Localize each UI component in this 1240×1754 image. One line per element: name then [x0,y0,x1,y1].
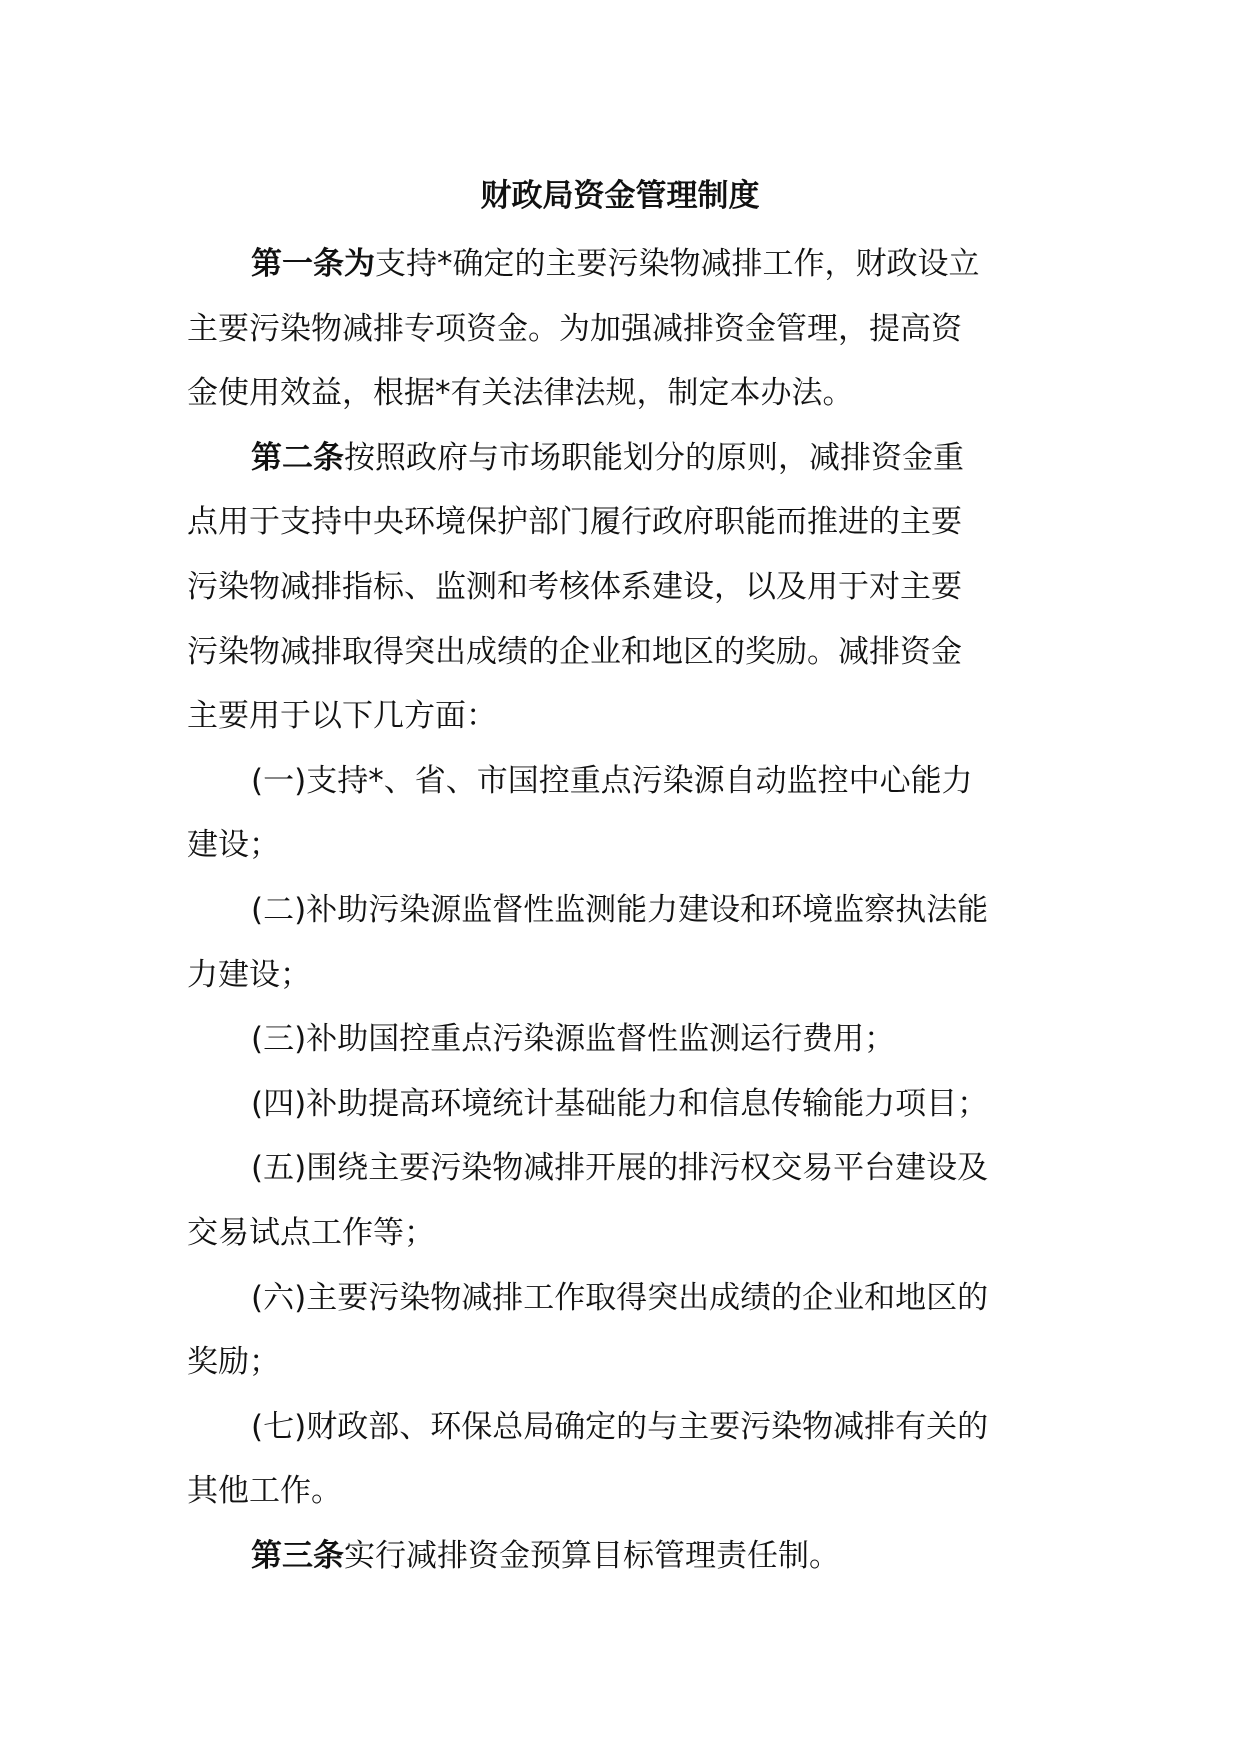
text-line: (六)主要污染物减排工作取得突出成绩的企业和地区的 [251,1279,989,1316]
list-item-7 [187,1395,1053,1524]
text-line: 力建设； [187,956,311,993]
text-line: (二)补助污染源监督性监测能力建设和环境监察执法能 [251,891,989,928]
list-item-3 [187,1007,1053,1072]
text-line: 第三条实行减排资金预算目标管理责任制。 [251,1537,840,1574]
list-item-5 [187,1136,1053,1265]
article-2-paragraph [187,426,1053,749]
text-line: (一)支持*、省、市国控重点污染源自动监控中心能力 [251,762,973,799]
text-line: (三)补助国控重点污染源监督性监测运行费用； [251,1021,896,1058]
document-title: 财政局资金管理制度 [480,178,760,214]
list-item-1 [187,749,1053,878]
document-body [187,232,1053,1588]
article-3-paragraph [187,1524,1053,1589]
article-2-heading: 第二条 [251,439,344,476]
text-line: 建设； [187,827,280,864]
text-line: 交易试点工作等； [187,1214,435,1251]
list-item-2 [187,878,1053,1007]
article-3-heading: 第三条 [251,1537,344,1574]
text-line: 奖励； [187,1344,280,1381]
text-line: 点用于支持中央环境保护部门履行政府职能而推进的主要 [187,504,962,541]
text-line: (五)围绕主要污染物减排开展的排污权交易平台建设及 [251,1150,989,1187]
text-line: 主要污染物减排专项资金。为加强减排资金管理，提高资 [187,310,962,347]
text-line: (四)补助提高环境统计基础能力和信息传输能力项目； [251,1085,989,1122]
text-line: 第二条按照政府与市场职能划分的原则，减排资金重 [251,439,964,476]
article-1-heading: 第一条为 [251,246,375,282]
text-line: (七)财政部、环保总局确定的与主要污染物减排有关的 [251,1408,989,1445]
text-line: 污染物减排指标、监测和考核体系建设，以及用于对主要 [187,568,962,605]
text-line: 污染物减排取得突出成绩的企业和地区的奖励。减排资金 [187,633,962,670]
text-line: 其他工作。 [187,1473,342,1510]
list-item-4 [187,1072,1053,1137]
text-line: 金使用效益，根据*有关法律法规，制定本办法。 [187,375,854,412]
text-line: 第一条为支持*确定的主要污染物减排工作，财政设立 [251,246,980,282]
article-1-paragraph [187,232,1053,426]
text-line: 主要用于以下几方面： [187,698,497,735]
list-item-6 [187,1266,1053,1395]
